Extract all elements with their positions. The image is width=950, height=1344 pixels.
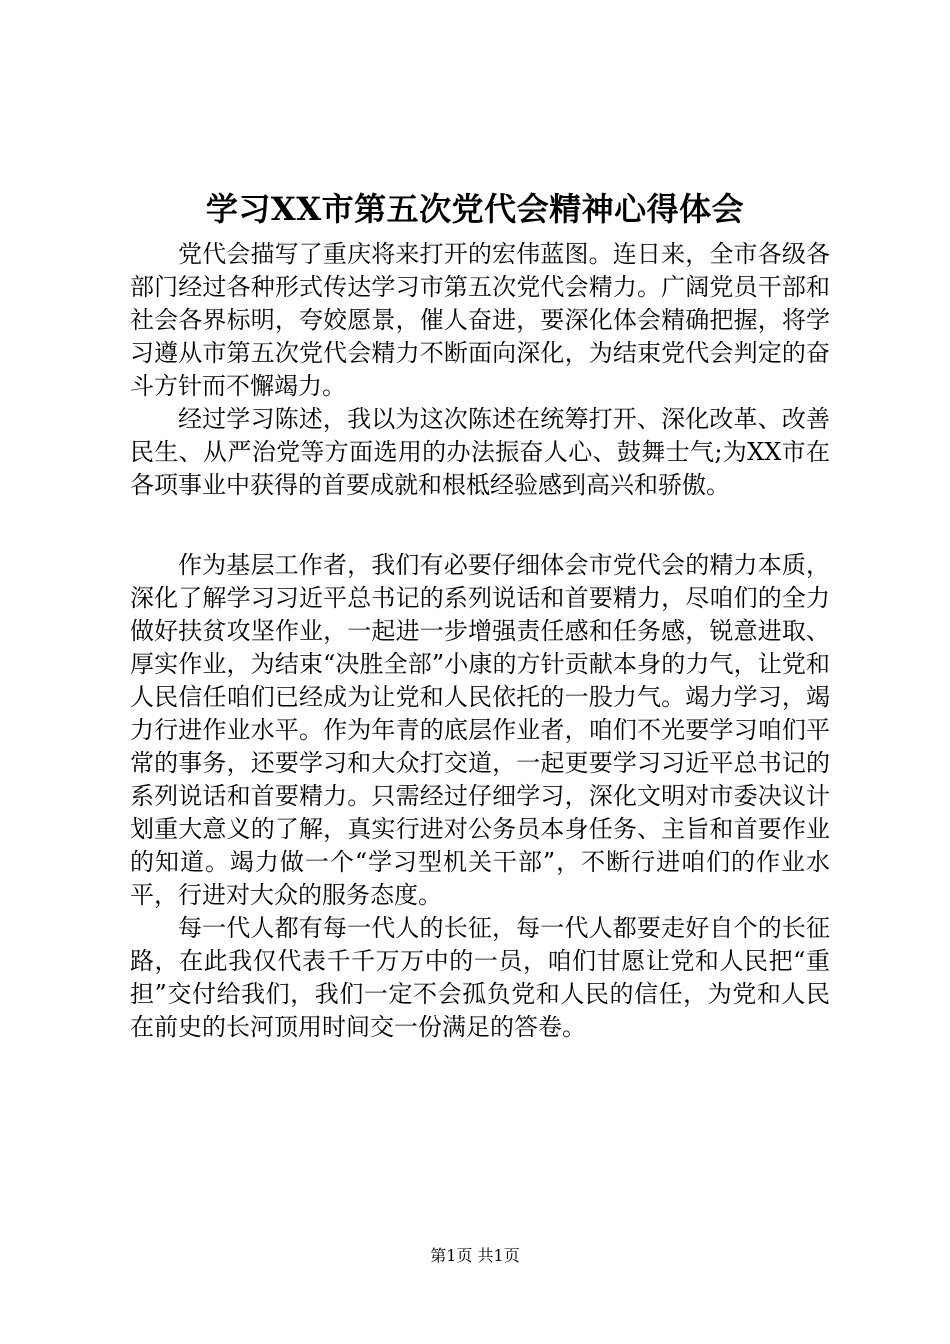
- document-body: [130, 238, 830, 1044]
- paragraph-1: 党代会描写了重庆将来打开的宏伟蓝图。连日来，全市各级各部门经过各种形式传达学习市第五次党代会精力。广阔党员干部和社会各界标明，夸姣愿景，催人奋进，要深化体会精确把握，将学习遵从市第五次党代会精力不断面向深化，为结束党代会判定的奋斗方针而不懈竭力。: [130, 240, 830, 400]
- paragraph-4: 每一代人都有每一代人的长征，每一代人都要走好自个的长征路，在此我仅代表千千万万中的一员，咱们甘愿让党和人民把“重担”交付给我们，我们一定不会孤负党和人民的信任，为党和人民在前史的长河顶用时间交一份满足的答卷。: [130, 914, 830, 1041]
- paragraph-2: 经过学习陈述，我以为这次陈述在统筹打开、深化改革、改善民生、从严治党等方面选用的办法振奋人心、鼓舞士气;为XX市在各项事业中获得的首要成就和根柢经验感到高兴和骄傲。: [130, 405, 830, 499]
- paragraph-3: 作为基层工作者，我们有必要仔细体会市党代会的精力本质，深化了解学习习近平总书记的系列说话和首要精力，尽咱们的全力做好扶贫攻坚作业，一起进一步增强责任感和任务感，锐意进取、厚实作业，为结束“决胜全部”小康的方针贡献本身的力气，让党和人民信任咱们已经成为让党和人民依托的一股力气。竭力学习，竭力行进作业水平。作为年青的底层作业者，咱们不光要学习咱们平常的事务，还要学习和大众打交道，一起更要学习习近平总书记的系列说话和首要精力。只需经过仔细学习，深化文明对市委决议计划重大意义的了解，真实行进对公务员本身任务、主旨和首要作业的知道。竭力做一个“学习型机关干部”，不断行进咱们的作业水平，行进对大众的服务态度。: [130, 551, 830, 909]
- page-footer: 第1页 共1页: [430, 1246, 520, 1265]
- paragraph-spacer: [130, 502, 830, 549]
- document-title: 学习XX市第五次党代会精神心得体会: [205, 190, 745, 228]
